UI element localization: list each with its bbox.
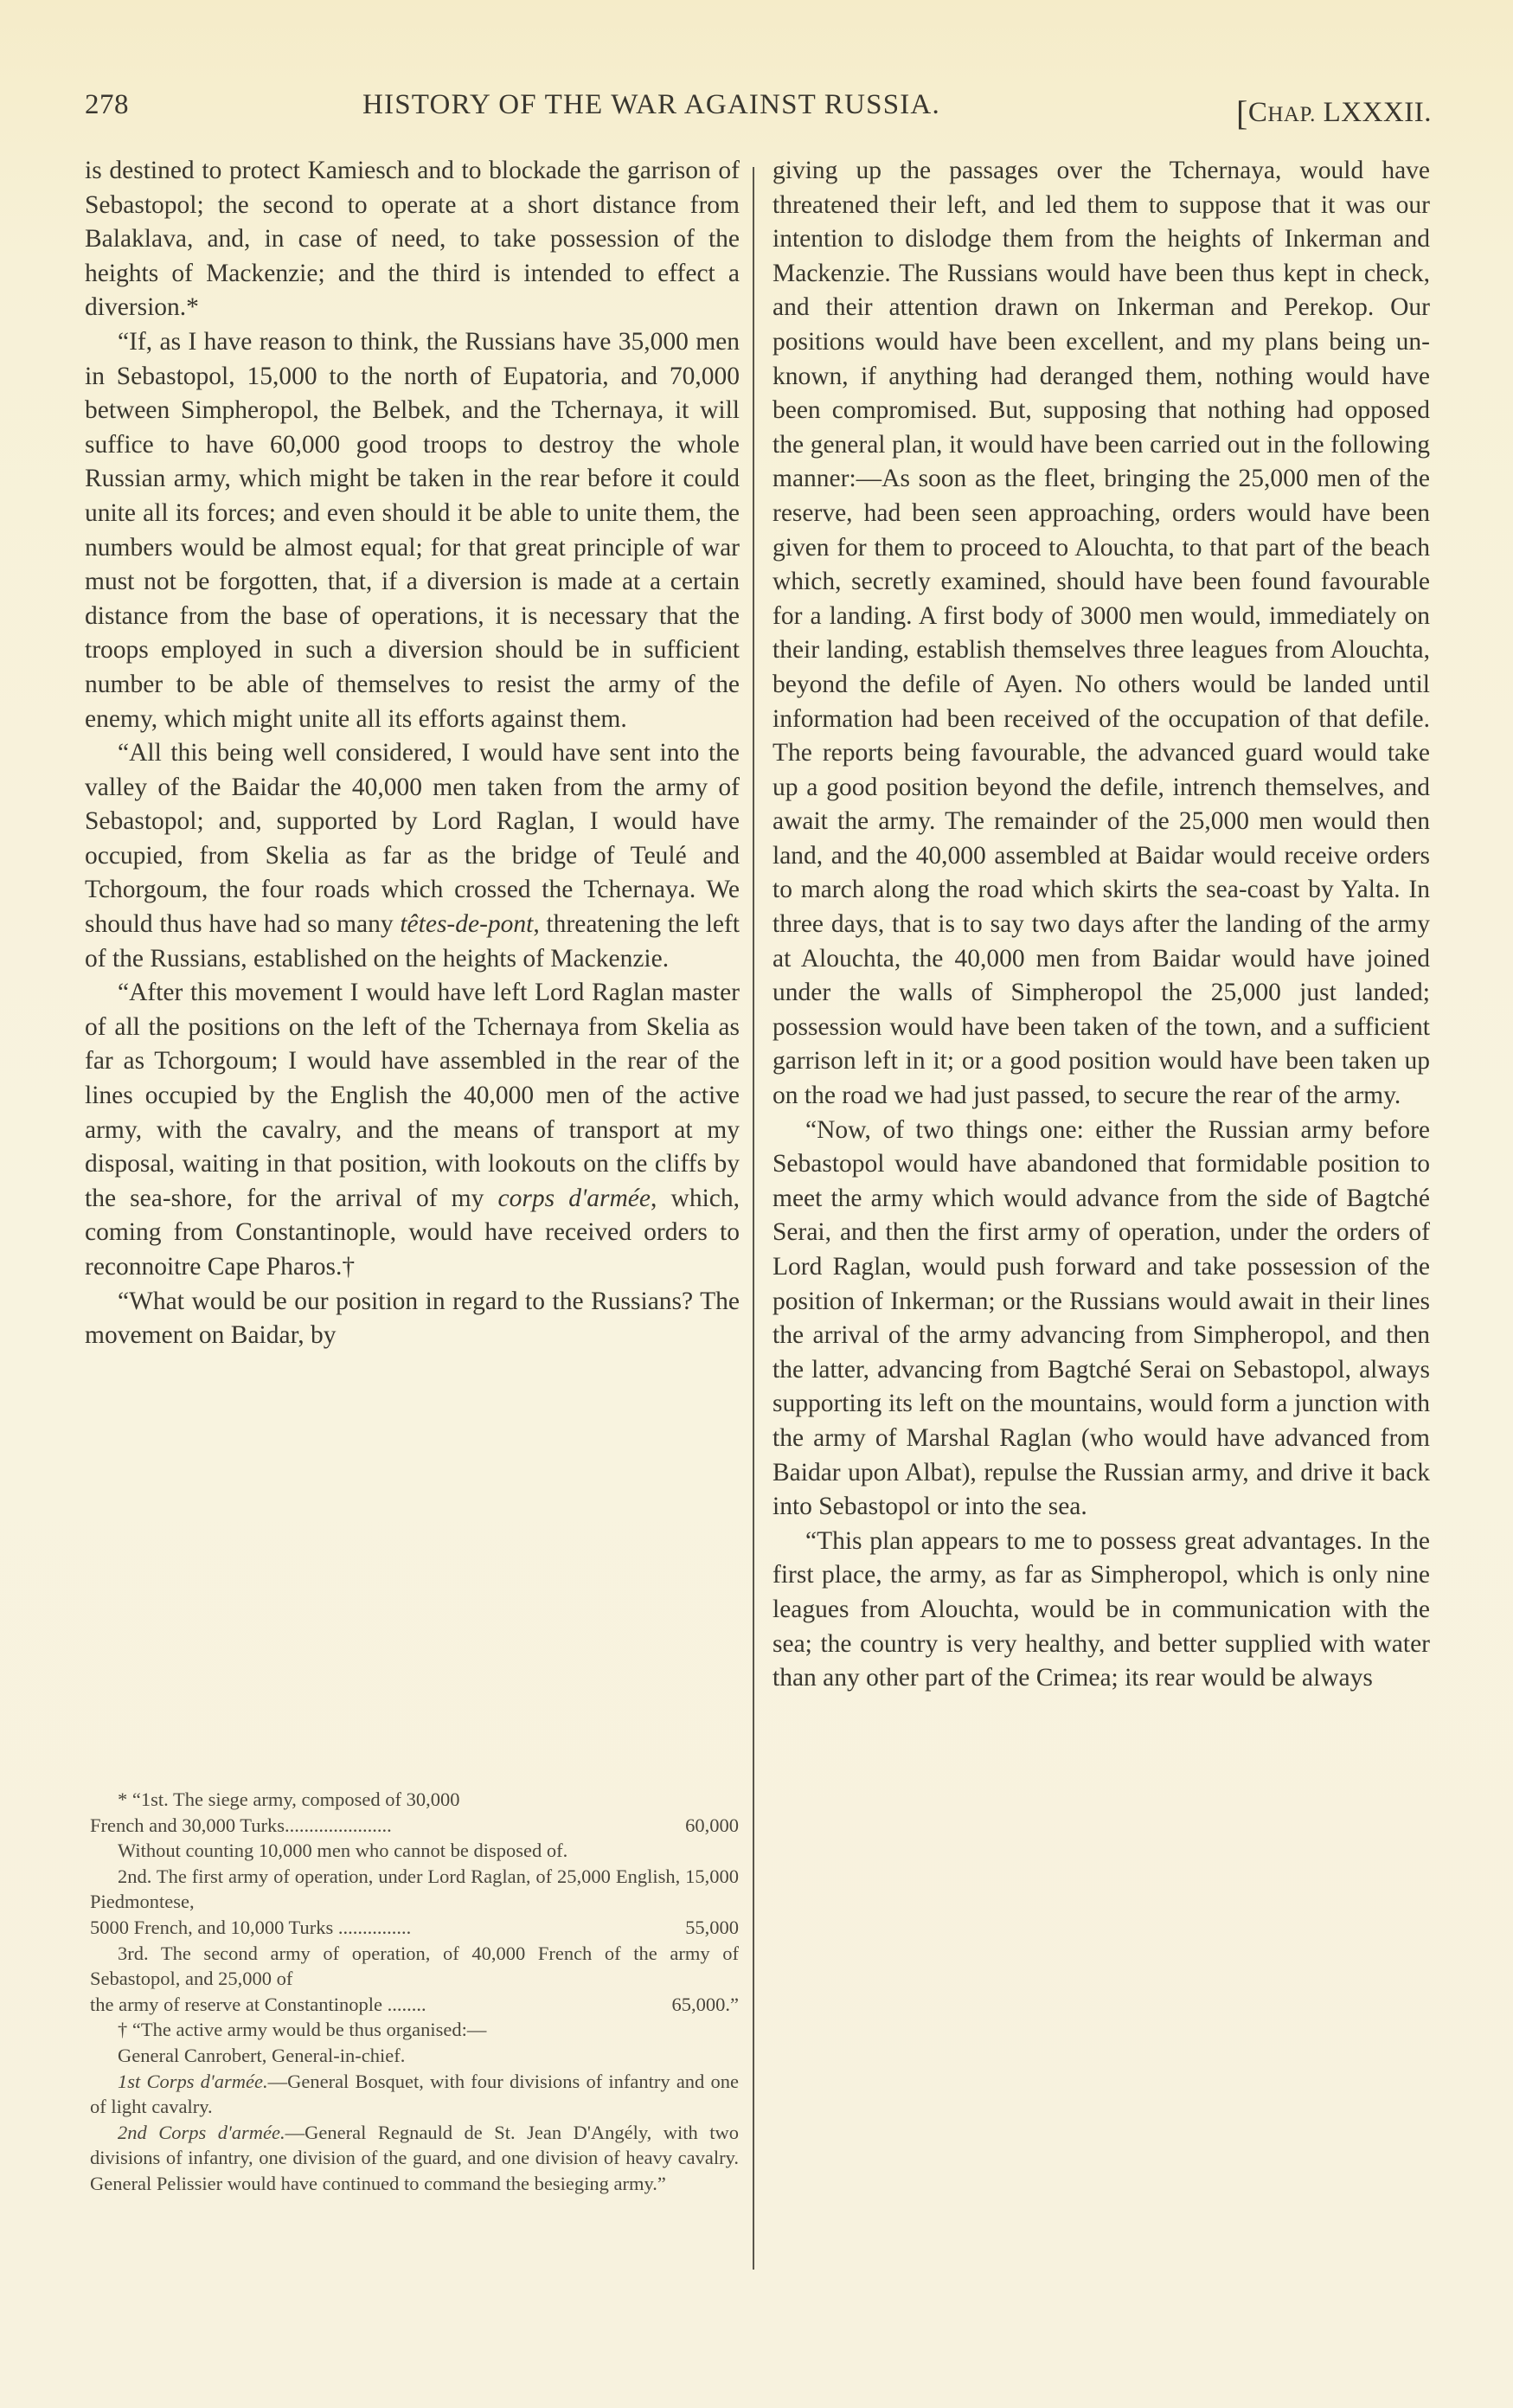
chapter-label: [1236, 89, 1432, 130]
chapter-bracket: [: [1236, 93, 1248, 132]
footnote-star-line: * “1st. The siege army, composed of 30,000: [118, 1788, 460, 1810]
running-header: [78, 89, 1432, 132]
footnote-line: 3rd. The second army of operation, of 40,000 French of the army of Sebastopol, and 25,000 of: [90, 1942, 739, 1990]
italic-term: 1st Corps d'armée.: [118, 2070, 268, 2092]
footnotes: [90, 1787, 739, 2197]
footnote-line: [90, 2120, 739, 2197]
paragraph: is destined to protect Kamiesch and to blockade the garrison of Sebastopol; the second to operate at a short distance from Balaklava, and, in case of need, to take possession of the heights of Mackenzie; and the third is intended to effect a diversion.*: [85, 157, 740, 322]
footnote-note: Without counting 10,000 men who cannot be disposed of.: [118, 1840, 568, 1862]
tally-label: the army of reserve at Constantinople ........: [90, 1993, 426, 2015]
text-run: , which, coming from Constantinople, would have received orders to reconnoitre Cape Pharos.†: [85, 1184, 740, 1281]
text-run: —General Bosquet, with four divisions of infantry and one of light cavalry.: [90, 2070, 739, 2118]
running-title: HISTORY OF THE WAR AGAINST RUSSIA.: [362, 89, 940, 120]
left-column: [85, 154, 740, 1353]
footnote-tally-row: [90, 1915, 739, 1941]
footnote-dagger: † “The active army would be thus organised:—: [118, 2019, 487, 2041]
paragraph: giving up the passages over the Tchernaya, would have threatened their left, and led them to suppose that it was our intention to dislodge them from the heights of Inkerman and Mackenzie. The Russians would have been thus kept in check, and their attention drawn on Inkerman and Perekop. Our positions would have been excellent, and my plans being unknown, if anything had deranged them, nothing would have been compromised. But, supposing that nothing had opposed the general plan, it would have been carried out in the following manner:—As soon as the fleet, bringing the 25,000 men of the reserve, had been seen approaching, orders would have been given for them to proceed to Alouchta, to that part of the beach which, secretly examined, should have been found favourable for a landing. A first body of 3000 men would, immediately on their landing, establish themselves three leagues from Alouchta, beyond the defile of Ayen. No others would be landed until information had been received of the occupation of that defile. The reports being favourable, the advanced guard would take up a good position beyond the defile, intrench themselves, and await the army. The remainder of the 25,000 men would then land, and the 40,000 assembled at Baidar would receive orders to march along the road which skirts the sea-coast by Yalta. In three days, that is to say two days after the landing of the army at Alouchta, the 40,000 men from Baidar would have joined under the walls of Simpheropol the 25,000 just landed; possession would have been taken of the town, and a sufficient garrison left in it; or a good position would have been taken up on the road we had just passed, to secure the rear of the army.: [773, 157, 1430, 1110]
paragraph: [85, 976, 740, 1284]
footnote-line: 2nd. The first army of operation, under Lord Raglan, of 25,000 English, 15,000 Piedmontese,: [90, 1865, 739, 1913]
text-run: —General Regnauld de St. Jean D'Angély, with two divisions of infantry, one division of the guard, and one division of heavy cavalry. General Pelissier would have continued to command the besieging army.”: [90, 2121, 740, 2194]
paragraph: “If, as I have reason to think, the Russians have 35,000 men in Sebastopol, 15,000 to the north of Eupatoria, and 70,000 between Simpheropol, the Belbek, and the Tchernaya, it will suffice to have 60,000 good troops to destroy the whole Russian army, which might be taken in the rear before it could unite all its forces; and even should it be able to unite them, the numbers would be almost equal; for that great principle of war must not be forgotten, that, if a diversion is made at a certain distance from the base of operations, it is necessary that the troops employed in such a diversion should be in sufficient number to be able of themselves to resist the army of the enemy, which might unite all its efforts against them.: [85, 327, 740, 733]
italic-term: corps d'armée: [497, 1184, 651, 1212]
italic-term: têtes-de-pont: [400, 910, 534, 939]
italic-term: 2nd Corps d'armée.: [118, 2121, 285, 2143]
footnote-line: General Canrobert, General-in-chief.: [118, 2044, 406, 2066]
chapter-smallcaps: HAP.: [1267, 103, 1316, 126]
tally-label: French and 30,000 Turks......................: [90, 1814, 392, 1836]
paragraph: [85, 736, 740, 976]
footnote-tally-row: [90, 1992, 739, 2018]
paragraph: “Now, of two things one: either the Russian army before Sebastopol would have abandoned that formidable position to meet the army which would advance from the side of Bagtché Serai, and then the first army of operation, under the orders of Lord Raglan, would push forward and take possession of the position of Inkerman; or the Russians would await in their lines the arrival of the army advancing from Simpheropol, and then the latter, advancing from Bagtché Serai on Sebastopol, always supporting its left on the mountains, would form a junction with the army of Marshal Raglan (who would have advanced from Baidar upon Albat), repulse the Russian army, and drive it back into Sebastopol or into the sea.: [773, 1115, 1430, 1521]
footnote-tally-row: [90, 1813, 739, 1839]
tally-label: 5000 French, and 10,000 Turks ...............: [90, 1916, 412, 1938]
text-run: , threatening the left of the Russians, established on the heights of Mackenzie.: [85, 910, 740, 973]
text-run: “All this being well considered, I would have sent into the valley of the Baidar the 40,000 men taken from the army of Sebastopol; and, supported by Lord Raglan, I would have occupied, from Skelia as far as the bridge of Teulé and Tchorgoum, the four roads which crossed the Tchernaya. We should thus have had so many: [85, 739, 740, 939]
right-column: [773, 154, 1430, 1696]
paragraph: “This plan appears to me to possess great advantages. In the first place, the army, as far as Simpheropol, which is only nine leagues from Alouchta, would be in communication with the sea; the country is very healthy, and better supplied with water than any other part of the Crimea; its rear would be always: [773, 1526, 1430, 1692]
tally-value: 55,000: [685, 1916, 739, 1938]
page-number: 278: [85, 89, 129, 120]
tally-value: 65,000.”: [671, 1993, 739, 2015]
chapter-prefix: C: [1247, 97, 1268, 128]
column-divider: [753, 167, 754, 2270]
footnote-line: [90, 2069, 739, 2120]
text-run: “After this movement I would have left Lord Raglan master of all the positions on the left of the Tchernaya from Skelia as far as Tchorgoum; I would have assembled in the rear of the lines occupied by the English the 40,000 men of the active army, with the cavalry, and the means of transport at my disposal, waiting in that position, with lookouts on the cliffs by the sea-shore, for the arrival of my: [85, 979, 740, 1212]
chapter-number: LXXXII.: [1315, 97, 1432, 128]
paragraph: “What would be our position in regard to the Russians? The movement on Baidar, by: [85, 1287, 740, 1350]
tally-value: 60,000: [685, 1814, 739, 1836]
